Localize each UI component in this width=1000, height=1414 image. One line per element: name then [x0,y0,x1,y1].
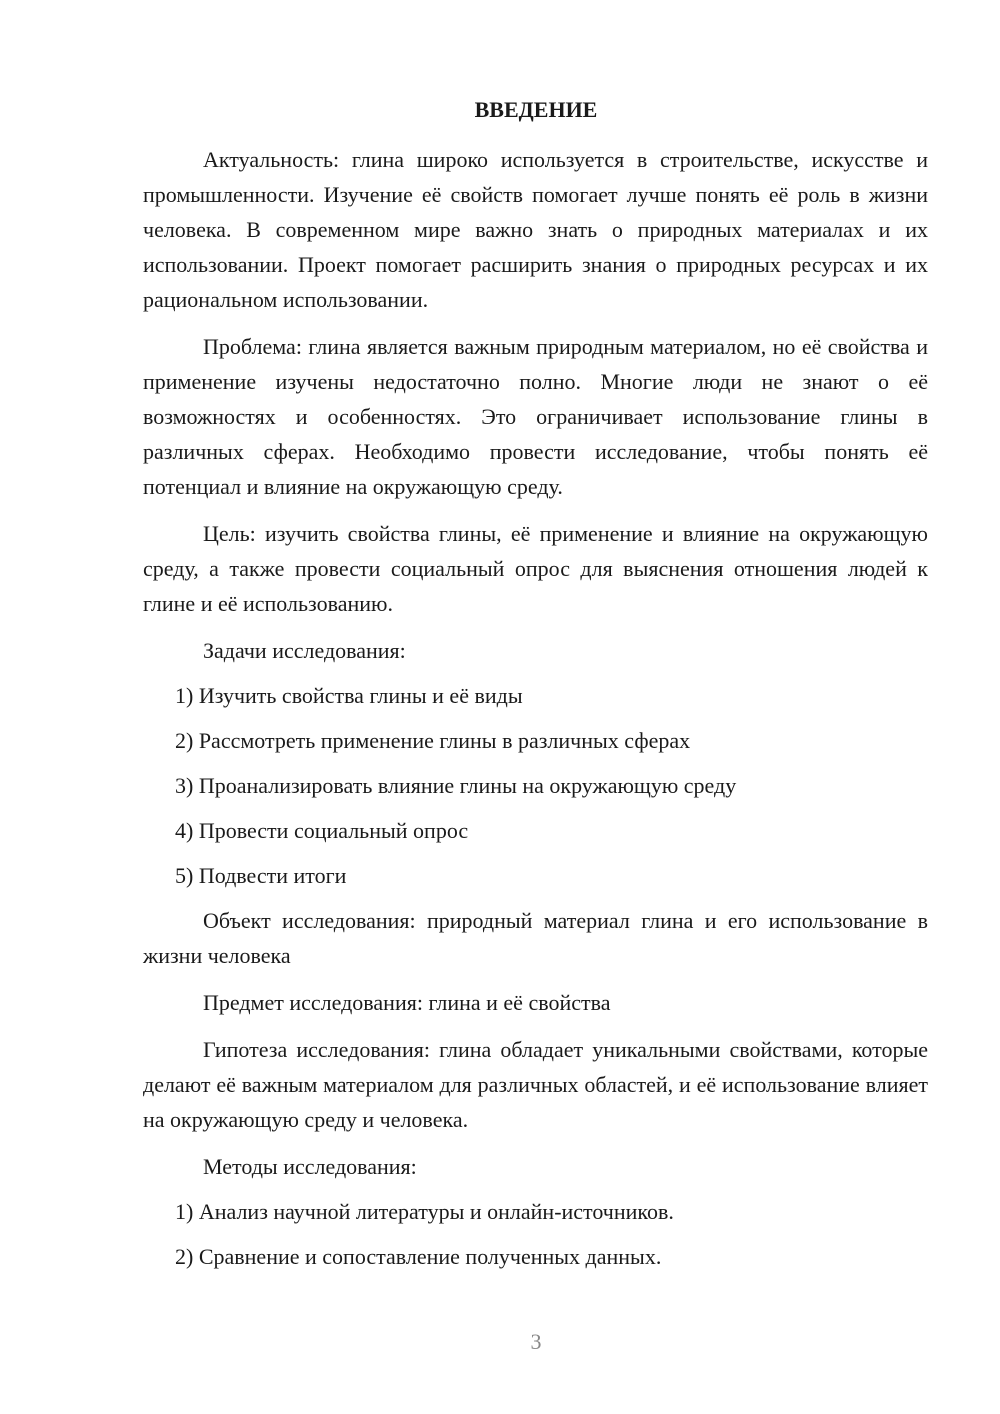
methods-list [143,1194,928,1274]
list-item: 1) Анализ научной литературы и онлайн-источников. [175,1199,674,1224]
paragraph-object: Объект исследования: природный материал глина и его использование в жизни человека [143,908,928,968]
list-item: 3) Проанализировать влияние глины на окружающую среду [175,773,737,798]
list-item: 5) Подвести итоги [175,863,347,888]
list-item: 4) Провести социальный опрос [175,818,469,843]
page-number: 3 [530,1329,542,1354]
tasks-label: Задачи исследования: [203,638,406,663]
document-body [143,142,928,1284]
paragraph-relevance: Актуальность: глина широко используется в строительстве, искусстве и промышленности. Изучение её свойств помогает лучше понять её роль в жизни человека. В современном мире важно знать о природных материалах и их использовании. Проект помогает расширить знания о природных ресурсах и их рациональном использовании. [143,147,928,312]
paragraph-hypothesis: Гипотеза исследования: глина обладает уникальными свойствами, которые делают её важным материалом для различных областей, и её использование влияет на окружающую среду и человека. [143,1037,928,1132]
paragraph-goal: Цель: изучить свойства глины, её применение и влияние на окружающую среду, а также провести социальный опрос для выяснения отношения людей к глине и её использованию. [143,521,928,616]
section-heading: ВВЕДЕНИЕ [474,97,598,122]
list-item: 2) Сравнение и сопоставление полученных данных. [175,1244,662,1269]
list-item: 2) Рассмотреть применение глины в различных сферах [175,728,691,753]
methods-label: Методы исследования: [203,1154,417,1179]
tasks-list [143,678,928,893]
paragraph-subject: Предмет исследования: глина и её свойства [203,990,611,1015]
list-item: 1) Изучить свойства глины и её виды [175,683,523,708]
paragraph-problem: Проблема: глина является важным природным материалом, но её свойства и применение изучены недостаточно полно. Многие люди не знают о её возможностях и особенностях. Это ограничивает использование глины в различных сферах. Необходимо провести исследование, чтобы понять её потенциал и влияние на окружающую среду. [143,334,928,499]
